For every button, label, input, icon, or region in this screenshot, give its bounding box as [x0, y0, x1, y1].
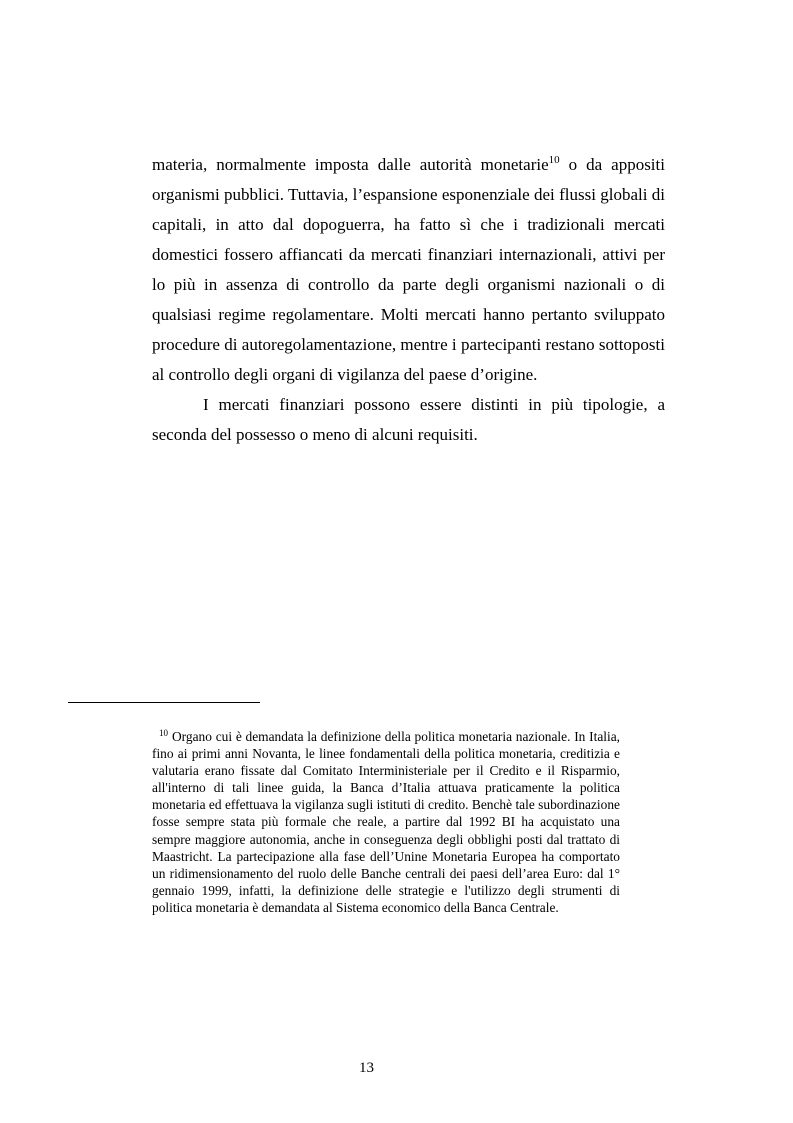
body-text: [152, 150, 665, 450]
footnote-separator: [68, 702, 260, 703]
paragraph-1-start: materia, normalmente imposta dalle autorità monetarie: [152, 155, 549, 174]
footnote: [152, 728, 620, 916]
footnote-reference[interactable]: 10: [548, 154, 560, 166]
paragraph-1: [152, 150, 665, 390]
footnote-text: Organo cui è demandata la definizione della politica monetaria nazionale. In Italia, fino ai primi anni Novanta, le linee fondamentali della politica monetaria, creditizia e valutaria erano fissate dal Comitato Interministeriale per il Credito e il Risparmio, all'interno di tali linee guida, la Banca d’Italia attuava praticamente la politica monetaria ed effettuava la vigilanza sugli istituti di credito. Benchè tale subordinazione fosse sempre stata più formale che reale, a partire dal 1992 BI ha acquistato una sempre maggiore autonomia, anche in conseguenza degli obblighi posti dal trattato di Maastricht. La partecipazione alla fase dell’Unine Monetaria Europea ha comportato un ridimensionamento del ruolo delle Banche centrali dei paesi dell’area Euro: dal 1° gennaio 1999, infatti, la definizione delle strategie e l'utilizzo degli strumenti di politica monetaria è demandata al Sistema economico della Banca Centrale.: [152, 729, 620, 915]
paragraph-2: I mercati finanziari possono essere distinti in più tipologie, a seconda del possesso o meno di alcuni requisiti.: [152, 395, 665, 444]
paragraph-1-rest: o da appositi organismi pubblici. Tuttavia, l’espansione esponenziale dei flussi globali di capitali, in atto dal dopoguerra, ha fatto sì che i tradizionali mercati domestici fossero affiancati da mercati finanziari internazionali, attivi per lo più in assenza di controllo da parte degli organismi nazionali o di qualsiasi regime regolamentare. Molti mercati hanno pertanto sviluppato procedure di autoregolamentazione, mentre i partecipanti restano sottoposti al controllo degli organi di vigilanza del paese d’origine.: [152, 155, 665, 384]
footnote-mark: 10: [159, 728, 168, 738]
page-number: 13: [359, 1060, 374, 1076]
